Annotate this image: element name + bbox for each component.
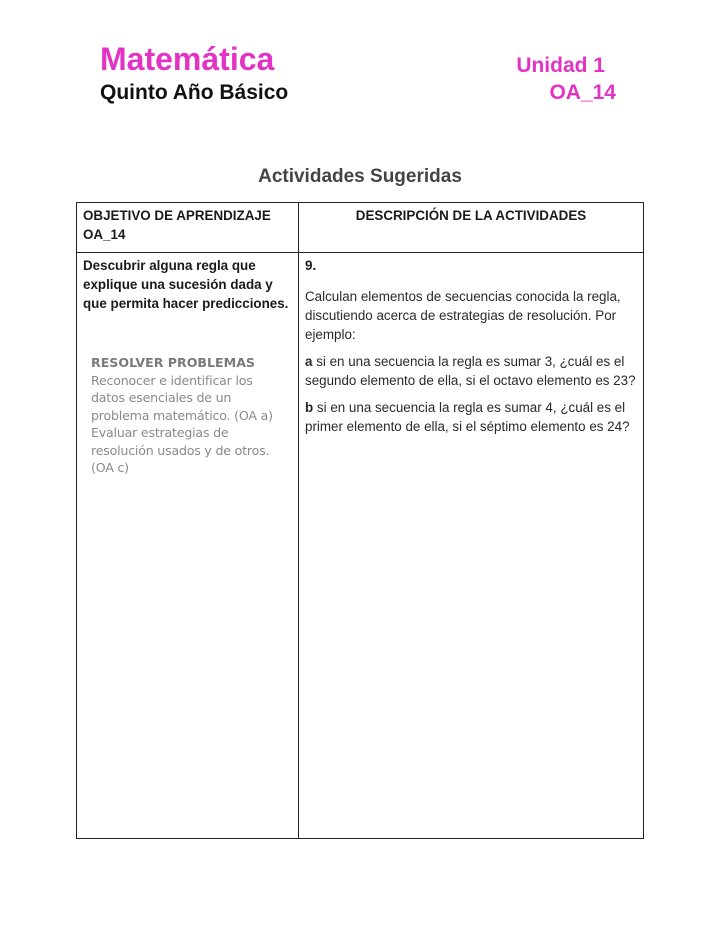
oa-code: OA_14 <box>549 81 616 104</box>
activity-item-a <box>305 352 637 390</box>
problem-solving-line: Reconocer e identificar los <box>91 372 253 388</box>
item-text: si en una secuencia la regla es sumar 4, ¿cuál es el primer elemento de ella, si el séptimo elemento es 24? <box>305 400 630 434</box>
problem-solving-box <box>91 354 292 477</box>
table-row <box>77 253 644 839</box>
problem-solving-title: RESOLVER PROBLEMAS <box>91 355 256 370</box>
objective-cell <box>77 253 299 839</box>
problem-solving-line: (OA c) <box>91 460 129 475</box>
description-header: DESCRIPCIÓN DE LA ACTIVIDADES <box>299 203 644 253</box>
grade-label: Quinto Año Básico <box>100 81 289 104</box>
problem-solving-line: problema matemático. (OA a) <box>91 407 273 423</box>
unit-label: Unidad 1 <box>516 54 605 77</box>
problem-solving-line: datos esenciales de un <box>91 390 232 405</box>
activity-intro: Calculan elementos de secuencias conocida la regla, discutiendo acerca de estrategias de resolución. Por ejemplo: <box>305 289 621 342</box>
activity-number: 9. <box>305 258 317 273</box>
subject-title: Matemática <box>100 41 275 77</box>
objective-text: Descubrir alguna regla que explique una sucesión dada y que permita hacer predicciones. <box>83 258 289 311</box>
activities-table <box>76 202 644 839</box>
problem-solving-line: Evaluar estrategias de <box>91 425 229 440</box>
problem-solving-line: resolución usados y de otros. <box>91 442 270 458</box>
item-letter: b <box>305 400 314 415</box>
section-title: Actividades Sugeridas <box>258 166 462 187</box>
activity-item-b <box>305 398 637 436</box>
table-header-row <box>77 203 644 253</box>
item-letter: a <box>305 354 313 369</box>
item-text: si en una secuencia la regla es sumar 3, ¿cuál es el segundo elemento de ella, si el octavo elemento es 23? <box>305 354 636 388</box>
description-cell <box>299 253 644 839</box>
objective-header: OBJETIVO DE APRENDIZAJE OA_14 <box>77 203 299 253</box>
